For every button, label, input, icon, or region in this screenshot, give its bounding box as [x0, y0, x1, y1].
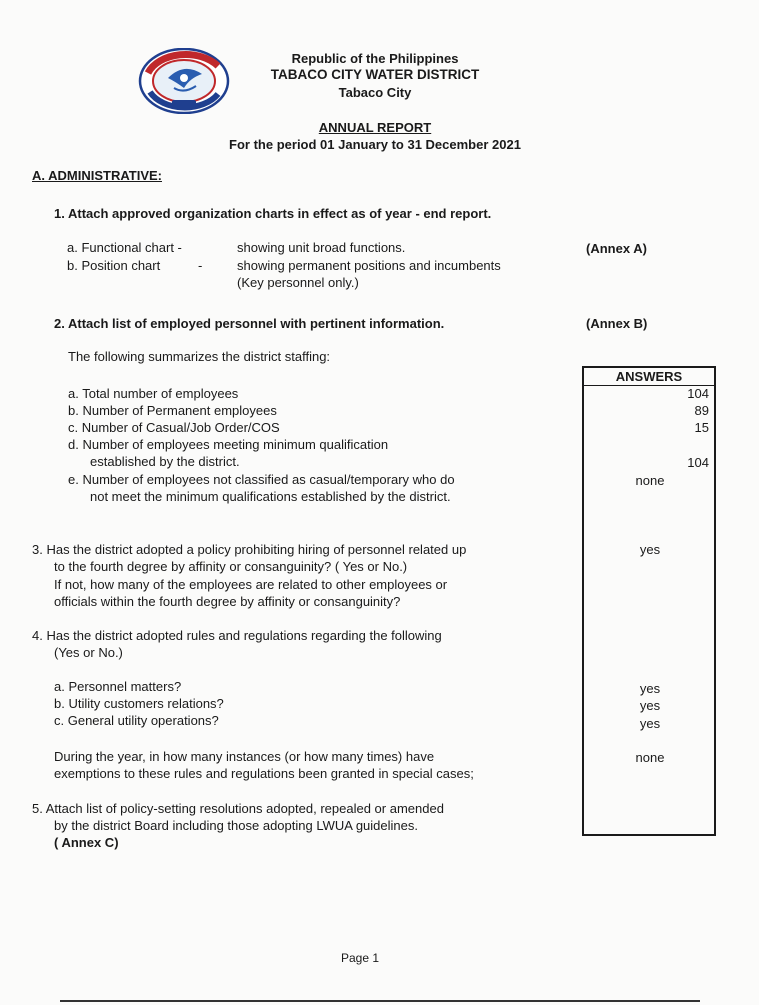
header-country: Republic of the Philippines — [291, 51, 459, 66]
water-district-logo — [138, 48, 230, 114]
answers-header: ANSWERS — [584, 368, 714, 386]
item4-b: b. Utility customers relations? — [54, 696, 224, 711]
report-period: For the period 01 January to 31 December 2021 — [229, 137, 521, 152]
staffing-e: e. Number of employees not classified as casual/temporary who do — [68, 472, 455, 487]
section-a-heading: A. ADMINISTRATIVE: — [32, 168, 162, 183]
item1-b-desc: showing permanent positions and incumbents — [237, 258, 501, 273]
bottom-divider — [60, 1000, 700, 1002]
answer-exemptions: none — [635, 750, 665, 765]
staffing-c: c. Number of Casual/Job Order/COS — [68, 420, 280, 435]
answer-permanent: 89 — [694, 403, 709, 418]
answer-q4b: yes — [639, 698, 661, 713]
item4-line1: 4. Has the district adopted rules and regulations regarding the following — [32, 628, 442, 643]
staffing-d-2: established by the district. — [90, 454, 240, 469]
answers-box — [582, 366, 716, 836]
answer-not-qualified: none — [635, 473, 665, 488]
annex-a: (Annex A) — [586, 241, 647, 256]
item1-a-desc: showing unit broad functions. — [237, 240, 406, 255]
staffing-d: d. Number of employees meeting minimum qualification — [68, 437, 389, 452]
item1-a-label: a. Functional chart - — [67, 240, 182, 255]
item1-b-desc-2: (Key personnel only.) — [237, 275, 359, 290]
staffing-b: b. Number of Permanent employees — [68, 403, 277, 418]
answer-qualified: 104 — [687, 455, 709, 470]
item5-line1: 5. Attach list of policy-setting resolutions adopted, repealed or amended — [32, 801, 444, 816]
page-number: Page 1 — [340, 951, 380, 965]
answer-q4c: yes — [639, 716, 661, 731]
item3-line4: officials within the fourth degree by affinity or consanguinity? — [54, 594, 401, 609]
annex-b: (Annex B) — [586, 316, 648, 331]
staffing-intro: The following summarizes the district staffing: — [68, 349, 331, 364]
item4-exemptions-1: During the year, in how many instances (or how many times) have — [54, 749, 435, 764]
item3-line3: If not, how many of the employees are related to other employees or — [54, 577, 448, 592]
annex-c: ( Annex C) — [54, 835, 119, 850]
item4-exemptions-2: exemptions to these rules and regulations been granted in special cases; — [54, 766, 474, 781]
item4-a: a. Personnel matters? — [54, 679, 182, 694]
item1-label: 1. Attach approved organization charts in effect as of year - end report. — [54, 206, 492, 221]
item1-b-dash: - — [198, 258, 203, 273]
staffing-e-2: not meet the minimum qualifications established by the district. — [90, 489, 451, 504]
answer-q3: yes — [639, 542, 661, 557]
header-city: Tabaco City — [338, 85, 412, 100]
answer-q4a: yes — [639, 681, 661, 696]
report-title: ANNUAL REPORT — [318, 120, 432, 135]
item1-b-label: b. Position chart — [67, 258, 161, 273]
staffing-a: a. Total number of employees — [68, 386, 239, 401]
item3-line1: 3. Has the district adopted a policy prohibiting hiring of personnel related up — [32, 542, 467, 557]
item3-line2: to the fourth degree by affinity or consanguinity? ( Yes or No.) — [54, 559, 408, 574]
item4-line2: (Yes or No.) — [54, 645, 123, 660]
answer-total: 104 — [687, 386, 709, 401]
item2-label: 2. Attach list of employed personnel with pertinent information. — [54, 316, 445, 331]
header-agency: TABACO CITY WATER DISTRICT — [270, 67, 480, 82]
item4-c: c. General utility operations? — [54, 713, 219, 728]
item5-line2: by the district Board including those adopting LWUA guidelines. — [54, 818, 418, 833]
answer-casual: 15 — [694, 420, 709, 435]
